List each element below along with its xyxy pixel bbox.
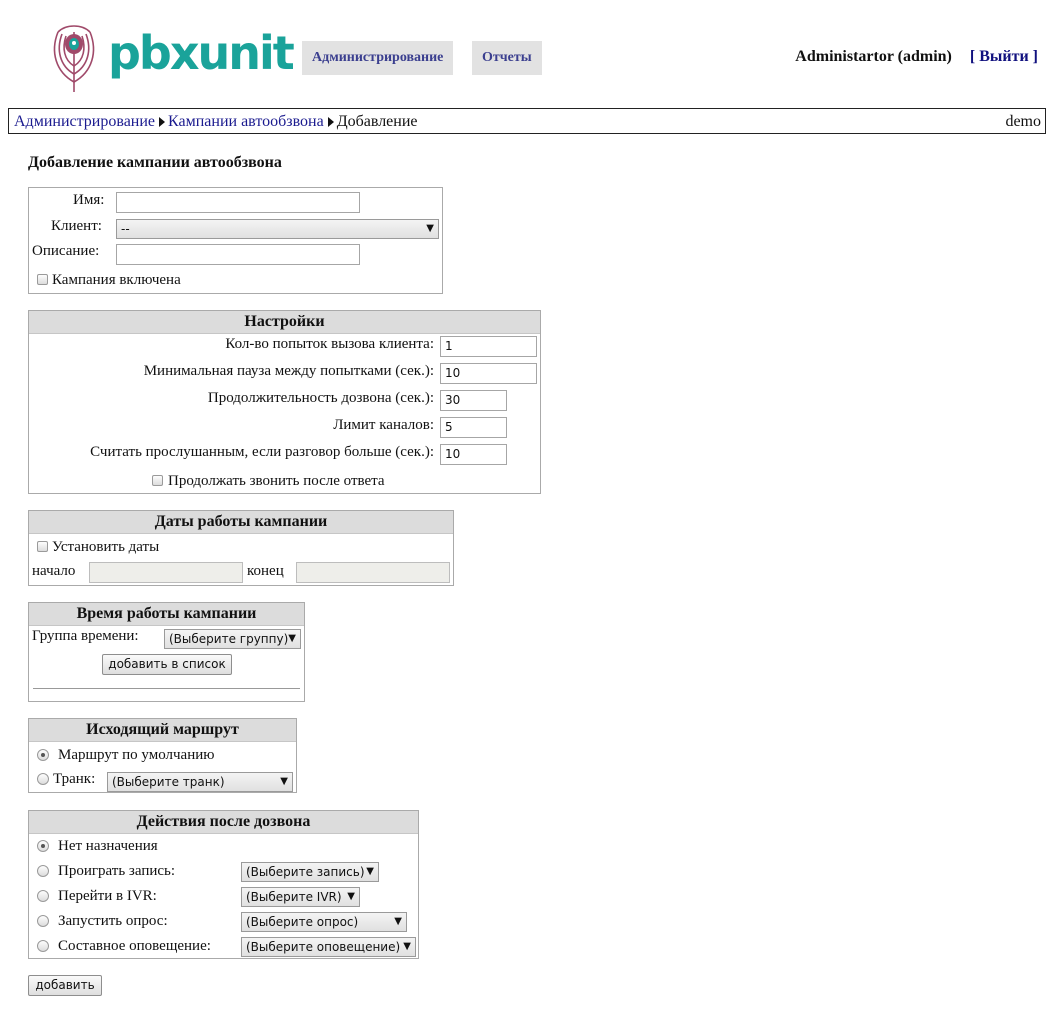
actions-title: Действия после дозвона (29, 811, 418, 834)
channel-limit-input[interactable]: 5 (440, 417, 507, 438)
enabled-checkbox[interactable] (37, 274, 48, 285)
name-label: Имя: (73, 192, 105, 208)
default-route-radio[interactable] (37, 749, 49, 761)
pause-label: Минимальная пауза между попытками (сек.): (143, 363, 434, 379)
dial-duration-input[interactable]: 30 (440, 390, 507, 411)
user-name: Administartor (admin) (795, 48, 952, 65)
breadcrumb-campaigns[interactable]: Кампании автообзвона (168, 113, 324, 130)
time-section (28, 602, 305, 702)
divider (33, 688, 300, 689)
recording-select[interactable]: (Выберите запись) ▼ (241, 862, 379, 882)
dates-title: Даты работы кампании (29, 511, 453, 534)
attempts-input[interactable]: 1 (440, 336, 537, 357)
start-survey-radio[interactable] (37, 915, 49, 927)
listened-threshold-input[interactable]: 10 (440, 444, 507, 465)
chevron-down-icon: ▼ (347, 891, 355, 902)
breadcrumb-arrow-icon (328, 117, 334, 127)
no-destination-radio[interactable] (37, 840, 49, 852)
chevron-down-icon: ▼ (426, 223, 434, 234)
logout-link[interactable]: [ Выйти ] (969, 48, 1038, 65)
end-date-label: конец (247, 563, 284, 579)
trunk-radio[interactable] (37, 773, 49, 785)
default-route-label: Маршрут по умолчанию (58, 747, 215, 763)
route-section (28, 718, 297, 793)
page-title: Добавление кампании автообзвона (28, 154, 282, 171)
compound-notification-radio[interactable] (37, 940, 49, 952)
time-title: Время работы кампании (29, 603, 304, 626)
chevron-down-icon: ▼ (366, 866, 374, 877)
add-button[interactable]: добавить (28, 975, 102, 996)
continue-calling-checkbox[interactable] (152, 475, 163, 486)
enabled-label: Кампания включена (52, 272, 181, 288)
no-destination-label: Нет назначения (58, 838, 158, 854)
breadcrumb-current: Добавление (336, 113, 418, 130)
time-group-label: Группа времени: (32, 628, 139, 644)
goto-ivr-radio[interactable] (37, 890, 49, 902)
start-survey-label: Запустить опрос: (58, 913, 168, 929)
pbxunit-logo (46, 22, 293, 94)
trunk-label: Транк: (53, 771, 96, 787)
attempts-label: Кол-во попыток вызова клиента: (225, 336, 434, 352)
client-select[interactable]: -- ▼ (116, 219, 439, 239)
actions-section (28, 810, 419, 959)
chevron-down-icon: ▼ (280, 776, 288, 787)
breadcrumb-arrow-icon (159, 117, 165, 127)
ivr-select[interactable]: (Выберите IVR) ▼ (241, 887, 360, 907)
user-box (795, 48, 1038, 66)
breadcrumb-administration[interactable]: Администрирование (14, 113, 156, 130)
set-dates-label: Установить даты (52, 539, 160, 555)
play-recording-radio[interactable] (37, 865, 49, 877)
goto-ivr-label: Перейти в IVR: (58, 888, 157, 904)
survey-select[interactable]: (Выберите опрос) ▼ (241, 912, 407, 932)
client-label: Клиент: (51, 218, 102, 234)
play-recording-label: Проиграть запись: (58, 863, 176, 879)
logo-text: pbxunit (108, 26, 293, 80)
description-input[interactable] (116, 244, 360, 265)
dial-duration-label: Продолжительность дозвона (сек.): (207, 390, 434, 406)
chevron-down-icon: ▼ (394, 916, 402, 927)
breadcrumb (8, 108, 1046, 134)
nav-administration[interactable]: Администрирование (302, 41, 453, 75)
time-group-select[interactable]: (Выберите группу) ▼ (164, 629, 301, 649)
chevron-down-icon: ▼ (288, 633, 296, 644)
settings-section (28, 310, 541, 494)
dates-section (28, 510, 454, 586)
nav-reports[interactable]: Отчеты (472, 41, 542, 75)
route-title: Исходящий маршрут (29, 719, 296, 742)
start-date-input[interactable] (89, 562, 243, 583)
listened-threshold-label: Считать прослушанным, если разговор больше (сек.): (90, 444, 434, 460)
pause-input[interactable]: 10 (440, 363, 537, 384)
start-date-label: начало (32, 563, 76, 579)
description-label: Описание: (32, 243, 100, 259)
general-section (28, 187, 443, 294)
chevron-down-icon: ▼ (403, 941, 411, 952)
settings-title: Настройки (29, 311, 540, 334)
compound-notification-label: Составное оповещение: (58, 938, 211, 954)
context-name: demo (1005, 113, 1041, 130)
name-input[interactable] (116, 192, 360, 213)
end-date-input[interactable] (296, 562, 450, 583)
continue-calling-label: Продолжать звонить после ответа (168, 473, 385, 489)
notification-select[interactable]: (Выберите оповещение) ▼ (241, 937, 416, 957)
peacock-feather-icon (46, 22, 102, 94)
set-dates-checkbox[interactable] (37, 541, 48, 552)
channel-limit-label: Лимит каналов: (333, 417, 434, 433)
trunk-select[interactable]: (Выберите транк) ▼ (107, 772, 293, 792)
add-to-list-button[interactable]: добавить в список (102, 654, 232, 675)
